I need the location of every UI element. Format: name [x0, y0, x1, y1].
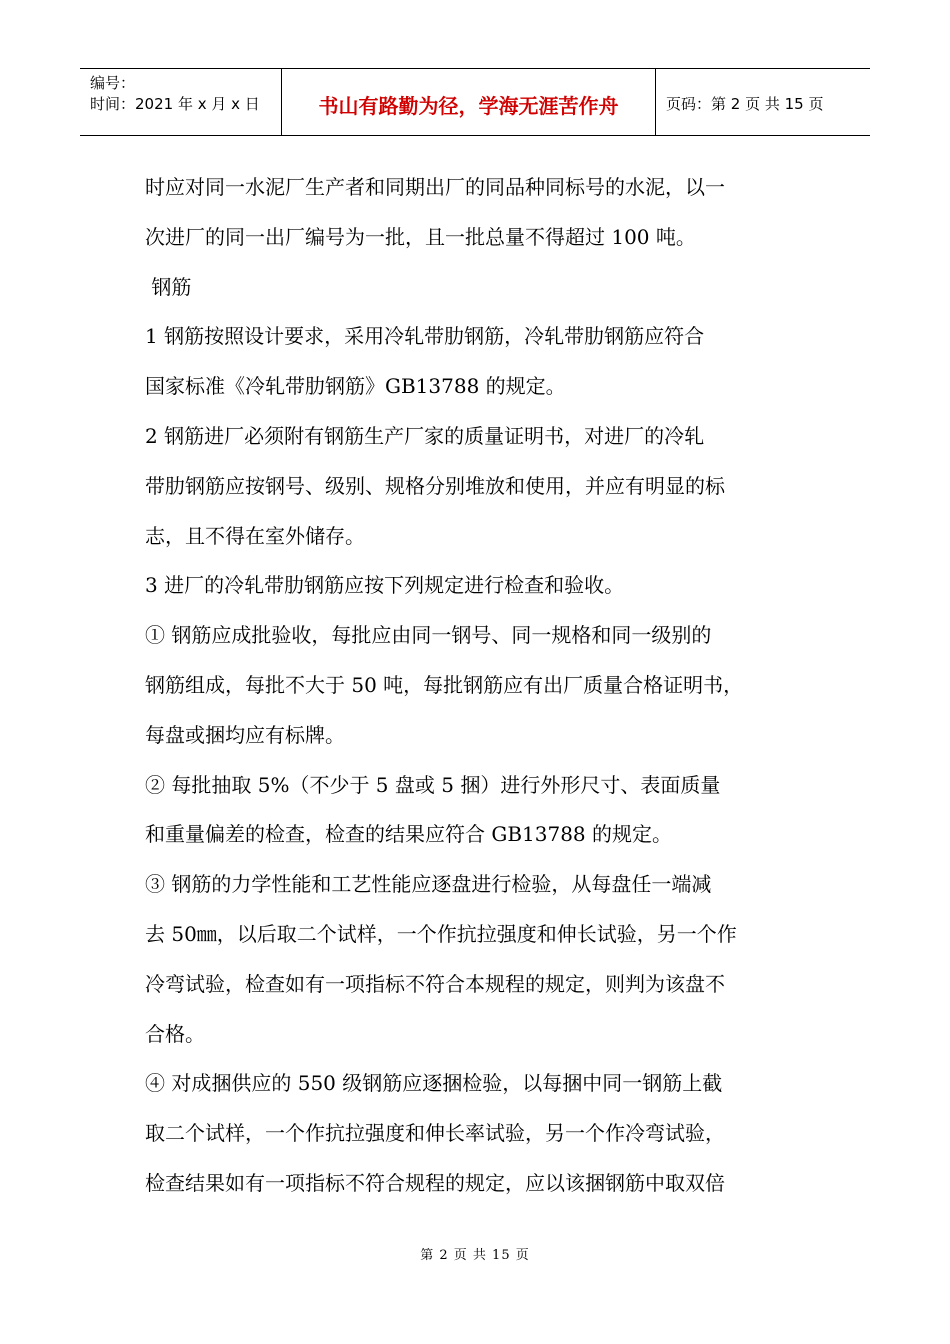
section-heading-rebar: 钢筋 — [145, 274, 192, 299]
document-header — [80, 68, 870, 136]
body-line: 冷弯试验，检查如有一项指标不符合本规程的规定，则判为该盘不 — [145, 971, 725, 996]
body-line: 检查结果如有一项指标不符合规程的规定，应以该捆钢筋中取双倍 — [145, 1170, 725, 1195]
document-time-label: 时间：2021 年 x 月 x 日 — [90, 95, 260, 113]
body-line: 带肋钢筋应按钢号、级别、规格分别堆放和使用，并应有明显的标 — [145, 473, 725, 498]
body-line: 3 进厂的冷轧带肋钢筋应按下列规定进行检查和验收。 — [145, 573, 625, 598]
body-line: 1 钢筋按照设计要求，采用冷轧带肋钢筋，冷轧带肋钢筋应符合 — [145, 324, 705, 349]
body-line: 合格。 — [145, 1021, 205, 1046]
body-line: 去 50㎜，以后取二个试样，一个作抗拉强度和伸长试验，另一个作 — [145, 921, 737, 946]
body-line: 和重量偏差的检查，检查的结果应符合 GB13788 的规定。 — [145, 822, 673, 847]
page-footer: 第 2 页 共 15 页 — [420, 1248, 530, 1263]
body-line: ① 钢筋应成批验收，每批应由同一钢号、同一规格和同一级别的 — [145, 623, 712, 648]
body-line: ② 每批抽取 5%（不少于 5 盘或 5 捆）进行外形尺寸、表面质量 — [145, 772, 721, 797]
body-line: 取二个试样，一个作抗拉强度和伸长率试验，另一个作冷弯试验， — [145, 1121, 725, 1146]
body-line: 国家标准《冷轧带肋钢筋》GB13788 的规定。 — [145, 374, 566, 399]
body-line: 志，且不得在室外储存。 — [145, 523, 365, 548]
body-line: 次进厂的同一出厂编号为一批，且一批总量不得超过 100 吨。 — [145, 224, 696, 249]
body-line: 每盘或捆均应有标牌。 — [145, 722, 345, 747]
body-line: ④ 对成捆供应的 550 级钢筋应逐捆检验，以每捆中同一钢筋上截 — [145, 1071, 723, 1096]
header-motto: 书山有路勤为径，学海无涯苦作舟 — [282, 69, 656, 135]
body-line: 2 钢筋进厂必须附有钢筋生产厂家的质量证明书，对进厂的冷轧 — [145, 423, 705, 448]
document-body — [145, 163, 815, 1209]
body-line: 钢筋组成，每批不大于 50 吨，每批钢筋应有出厂质量合格证明书， — [145, 672, 744, 697]
body-line: ③ 钢筋的力学性能和工艺性能应逐盘进行检验，从每盘任一端减 — [145, 872, 712, 897]
document-number-label: 编号： — [90, 74, 136, 92]
body-line: 时应对同一水泥厂生产者和同期出厂的同品种同标号的水泥，以一 — [145, 175, 725, 199]
header-meta — [80, 69, 282, 135]
header-page-info: 页码：第 2 页 共 15 页 — [666, 94, 824, 113]
